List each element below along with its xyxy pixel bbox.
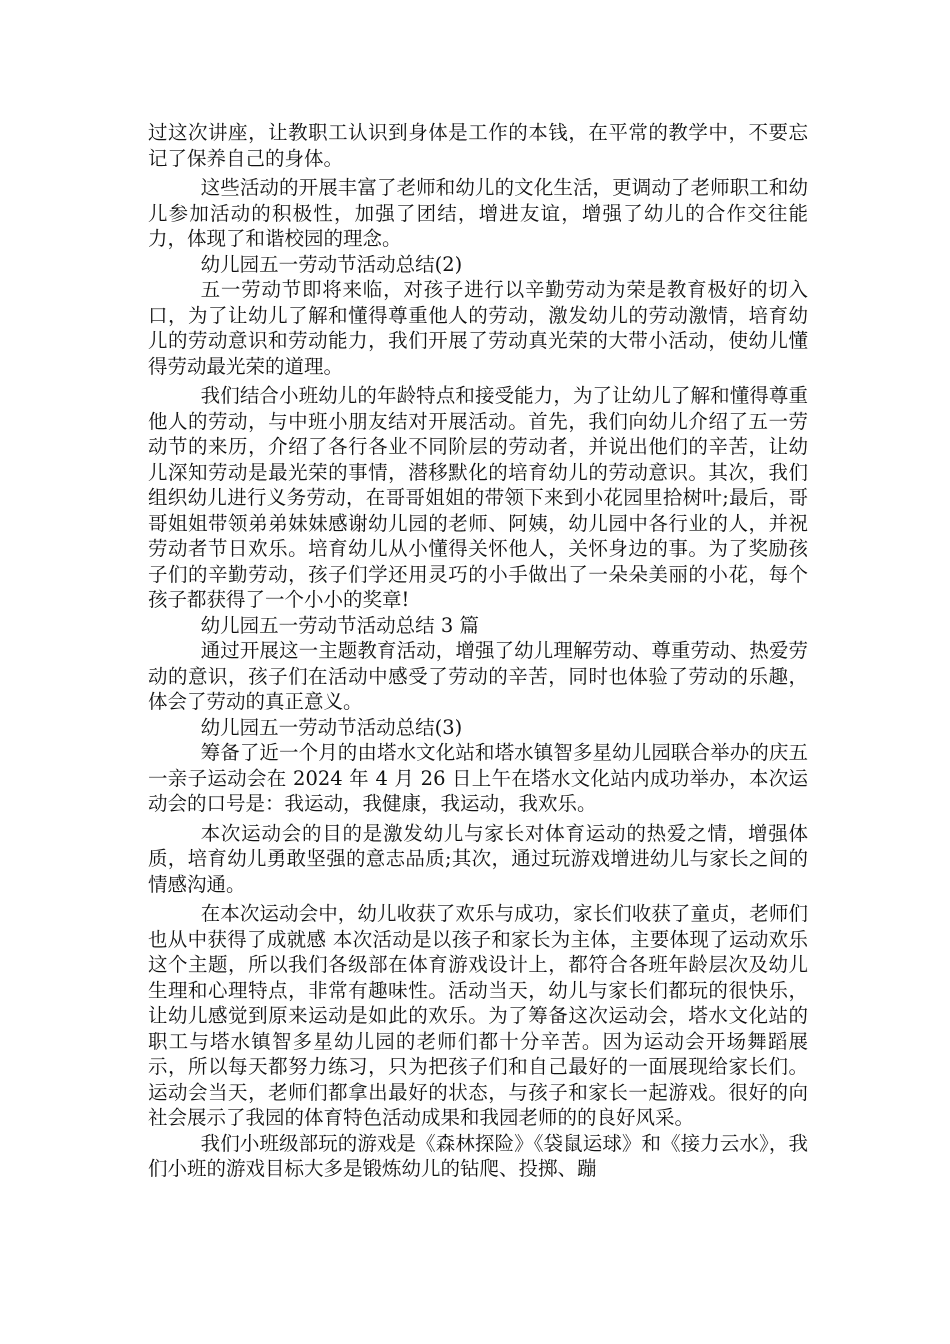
paragraph-small-class-games: 我们小班级部玩的游戏是《森林探险》《袋鼠运球》和《接力云水》，我们小班的游戏目标大多是锻炼幼儿的钻爬、投掷、蹦 xyxy=(148,1131,808,1180)
paragraph-theme-education: 通过开展这一主题教育活动，增强了幼儿理解劳动、尊重劳动、热爱劳动的意识，孩子们在活动中感受了劳动的辛苦，同时也体验了劳动的乐趣，体会了劳动的真正意义。 xyxy=(148,639,808,713)
paragraph-activities-summary: 这些活动的开展丰富了老师和幼儿的文化生活，更调动了老师职工和幼儿参加活动的积极性，加强了团结，增进友谊，增强了幼儿的合作交往能力，体现了和谐校园的理念。 xyxy=(148,176,808,250)
section-heading-3-articles: 幼儿园五一劳动节活动总结 3 篇 xyxy=(200,613,479,637)
paragraph-labor-day-intro: 五一劳动节即将来临，对孩子进行以辛勤劳动为荣是教育极好的切入口，为了让幼儿了解和懂得尊重他人的劳动，激发幼儿的劳动激情，培育幼儿的劳动意识和劳动能力，我们开展了劳动真光荣的大带小活动，使幼儿懂得劳动最光荣的道理。 xyxy=(148,278,808,378)
section-heading-3: 幼儿园五一劳动节活动总结(3) xyxy=(200,715,463,739)
section-heading-2: 幼儿园五一劳动节活动总结(2) xyxy=(200,252,463,276)
paragraph-sports-meeting: 筹备了近一个月的由塔水文化站和塔水镇智多星幼儿园联合举办的庆五一亲子运动会在 2024 年 4 月 26 日上午在塔水文化站内成功举办，本次运动会的口号是：我运动，我健康，我运动，我欢乐。 xyxy=(148,741,808,815)
paragraph-intro-continuation: 过这次讲座，让教职工认识到身体是工作的本钱，在平常的教学中，不要忘记了保养自己的身体。 xyxy=(148,121,808,170)
paragraph-small-class-activities: 我们结合小班幼儿的年龄特点和接受能力，为了让幼儿了解和懂得尊重他人的劳动，与中班小朋友结对开展活动。首先，我们向幼儿介绍了五一劳动节的来历，介绍了各行各业不同阶层的劳动者，并说出他们的辛苦，让幼儿深知劳动是最光荣的事情，潜移默化的培育幼儿的劳动意识。其次，我们组织幼儿进行义务劳动，在哥哥姐姐的带领下来到小花园里拾树叶;最后，哥哥姐姐带领弟弟妹妹感谢幼儿园的老师、阿姨，幼儿园中各行业的人，并祝劳动者节日欢乐。培育幼儿从小懂得关怀他人，关怀身边的事。为了奖励孩子们的辛勤劳动，孩子们学还用灵巧的小手做出了一朵朵美丽的小花，每个孩子都获得了一个小小的奖章! xyxy=(148,384,808,611)
document-page xyxy=(148,120,808,1182)
paragraph-sports-results: 在本次运动会中，幼儿收获了欢乐与成功，家长们收获了童贞，老师们也从中获得了成就感 本次活动是以孩子和家长为主体，主要体现了运动欢乐这个主题，所以我们各级部在体育游戏设计上，都符合各班年龄层次及幼儿生理和心理特点，非常有趣味性。活动当天，幼儿与家长们都玩的很快乐，让幼儿感觉到原来运动是如此的欢乐。为了筹备这次运动会，塔水文化站的职工与塔水镇智多星幼儿园的老师们都十分辛苦。因为运动会开场舞蹈展示，所以每天都努力练习，只为把孩子们和自己最好的一面展现给家长们。运动会当天，老师们都拿出最好的状态，与孩子和家长一起游戏。很好的向社会展示了我园的体育特色活动成果和我园老师的的良好风采。 xyxy=(148,902,808,1129)
paragraph-sports-purpose: 本次运动会的目的是激发幼儿与家长对体育运动的热爱之情，增强体质，培育幼儿勇敢坚强的意志品质;其次，通过玩游戏增进幼儿与家长之间的情感沟通。 xyxy=(148,821,808,896)
